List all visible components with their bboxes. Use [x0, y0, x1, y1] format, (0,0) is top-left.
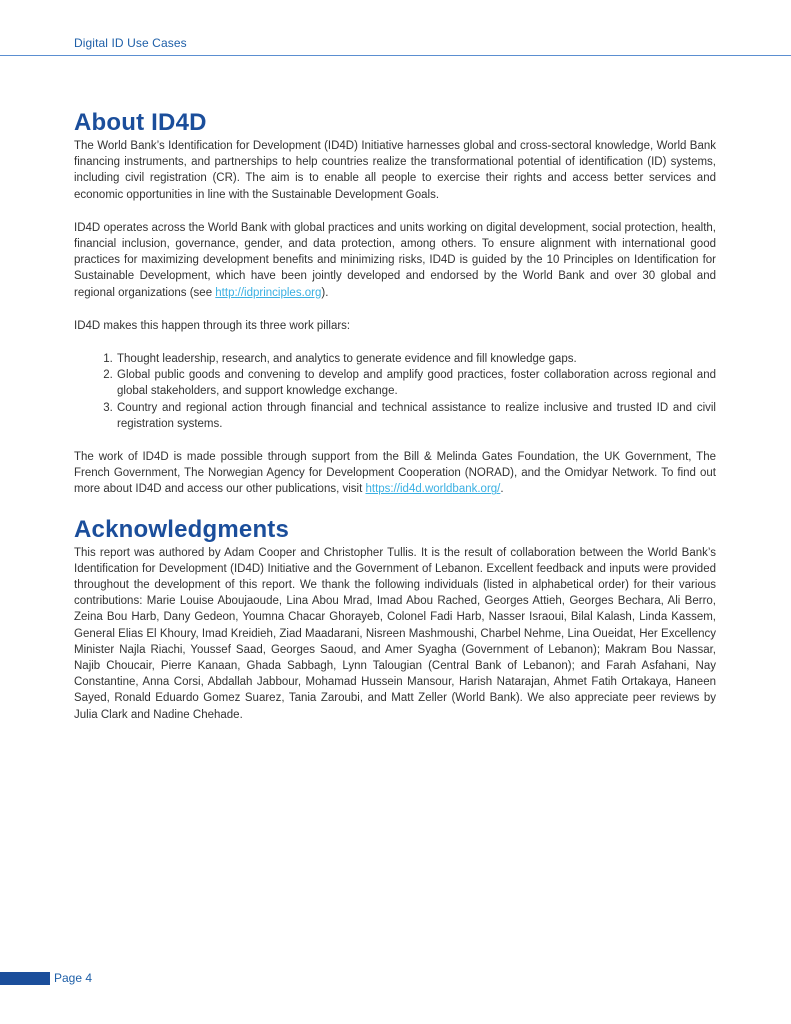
pillar-item: 1. Thought leadership, research, and analytics to generate evidence and fill knowledge gaps.	[116, 351, 716, 367]
page-content	[74, 108, 716, 740]
acknowledgments-paragraph: This report was authored by Adam Cooper and Christopher Tullis. It is the result of collaboration between the World Bank’s Identification for Development (ID4D) Initiative and the Government of Lebanon. Excellent feedback and inputs were provided throughout the development of this report. We thank the following individuals (listed in alphabetical order) for their various contributions: Marie Louise Aboujaoude, Lina Abou Mrad, Imad Abou Rached, Georges Attieh, Georges Bechara, Ali Berro, Zeina Bou Harb, Dany Gedeon, Youmna Chacar Ghorayeb, Colonel Fadi Harb, Nasser Israoui, Bilal Kalash, Linda Kassem, General Elias El Khoury, Imad Kreidieh, Ziad Maadarani, Nisreen Mashmoushi, Charbel Nehme, Lina Oueidat, Her Excellency Minister Najla Riachi, Youssef Saad, Georges Saoud, and Amer Syagha (Government of Lebanon); Makram Bou Nassar, Najib Choucair, Pierre Kanaan, Ghada Sabbagh, Lynn Talougian (Central Bank of Lebanon); and Farah Asfahani, Nay Constantine, Anna Corsi, Abdallah Jabbour, Mohamad Hussein Mansour, Harish Natarajan, Ahmet Fatih Ortakaya, Haneen Sayed, Ronald Eduardo Gomez Suarez, Tania Zaroubi, and Matt Zeller (World Bank). We also appreciate peer reviews by Julia Clark and Nadine Chehade.	[74, 546, 716, 721]
about-heading: About ID4D	[74, 109, 207, 136]
footer-accent-bar	[0, 972, 50, 985]
idprinciples-link[interactable]: http://idprinciples.org	[215, 286, 322, 299]
about-paragraph-2	[74, 220, 716, 301]
pillar-item: 3. Country and regional action through financial and technical assistance to realize inclusive and trusted ID and civil registration systems.	[116, 400, 716, 432]
pillar-item: 2. Global public goods and convening to develop and amplify good practices, foster collaboration across regional and global stakeholders, and support knowledge exchange.	[116, 367, 716, 399]
acknowledgments-heading: Acknowledgments	[74, 515, 290, 543]
about-paragraph-4	[74, 449, 716, 498]
id4d-website-link[interactable]: https://id4d.worldbank.org/	[365, 483, 501, 496]
about-paragraph-1: The World Bank’s Identification for Development (ID4D) Initiative harnesses global and cross-sectoral knowledge, World Bank financing instruments, and partnerships to help countries realize the transformational potential of identification (ID) systems, including civil registration (CR). The aim is to enable all people to exercise their rights and access better services and economic opportunities in line with the Sustainable Development Goals.	[74, 140, 716, 201]
about-paragraph-3: ID4D makes this happen through its three work pillars:	[74, 319, 351, 332]
pillars-list	[74, 351, 716, 432]
about-paragraph-2-end: ).	[321, 286, 329, 299]
about-paragraph-2-text: ID4D operates across the World Bank with global practices and units working on digital development, social protection, health, financial inclusion, governance, gender, and data protection, among others. To ensure alignment with international good practices for maximizing development benefits and minimizing risks, ID4D is guided by the 10 Principles on Identification for Sustainable Development, which have been jointly developed and endorsed by the World Bank and over 30 global and regional organizations (see	[74, 221, 716, 299]
running-header: Digital ID Use Cases	[74, 36, 187, 50]
about-paragraph-4-end: .	[500, 483, 504, 496]
about-paragraph-4-text: The work of ID4D is made possible through support from the Bill & Melinda Gates Foundation, the UK Government, The French Government, The Norwegian Agency for Development Cooperation (NORAD), and the Omidyar Network. To find out more about ID4D and access our other publications, visit	[74, 451, 716, 496]
page-number: Page 4	[54, 971, 93, 985]
header-divider	[0, 55, 791, 56]
